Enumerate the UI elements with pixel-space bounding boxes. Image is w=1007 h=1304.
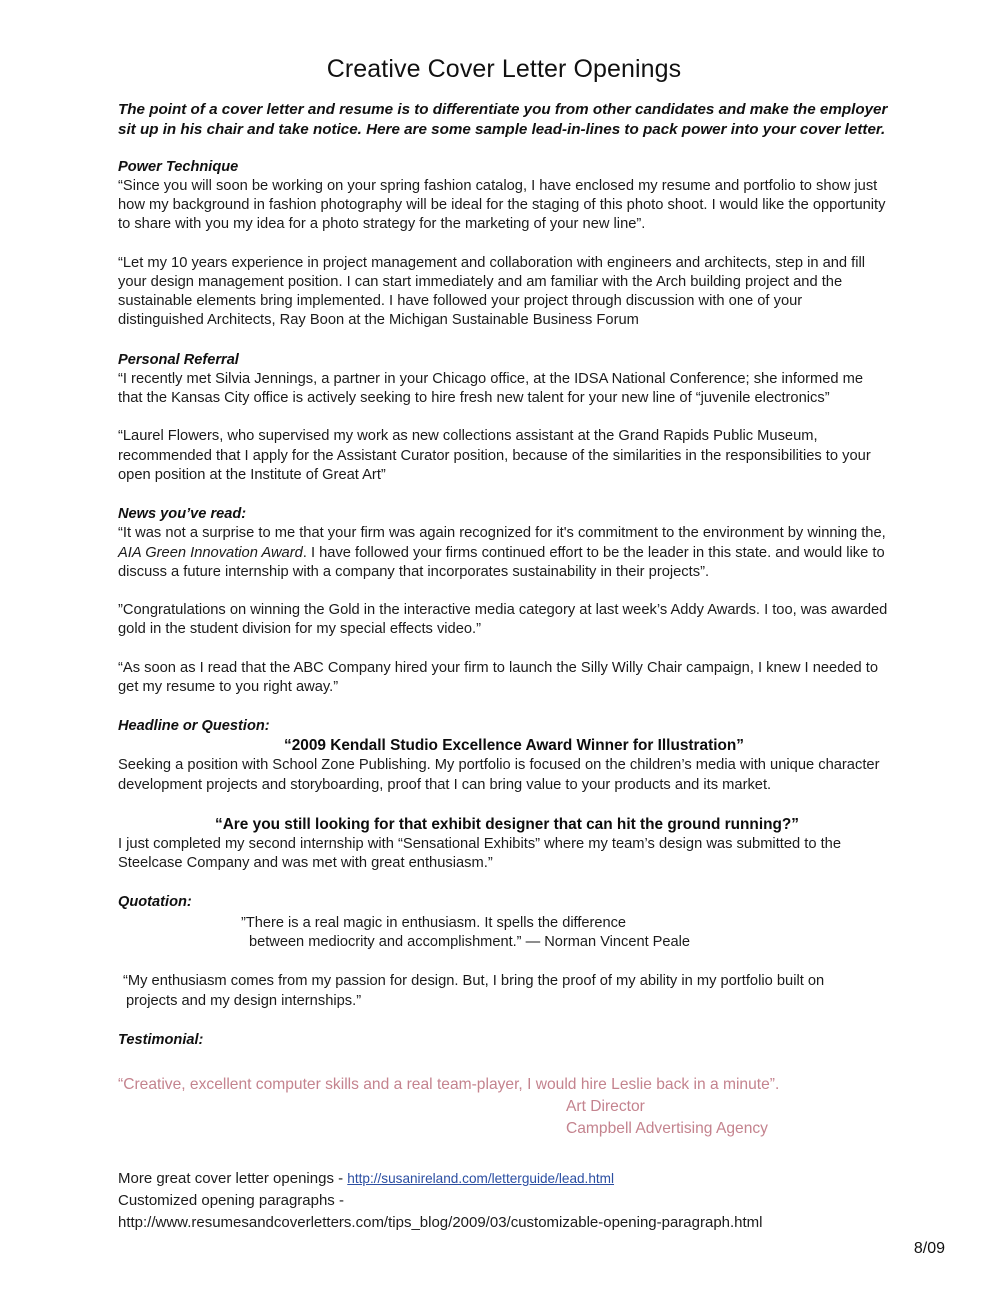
- quotation-enthusiasm-line-2: projects and my design internships.”: [126, 992, 362, 1009]
- headline-2-body: I just completed my second internship with “Sensational Exhibits” where my team’s design was submitted to the Steelcase Company and was met with great enthusiasm.”: [118, 835, 842, 872]
- news-paragraph-2: ”Congratulations on winning the Gold in the interactive media category at last week’s Addy Awards. I too, was awarded gold in the student division for my special effects video.”: [118, 602, 888, 638]
- resource-links: [118, 1168, 890, 1233]
- section-heading-testimonial: Testimonial:: [118, 1032, 204, 1049]
- susanireland-link[interactable]: http://susanireland.com/letterguide/lead.html: [347, 1171, 615, 1187]
- power-technique-paragraph-2: “Let my 10 years experience in project management and collaboration with engineers and architects, step in and fill your design management position. I can start immediately and am familiar with the Arch building project and the sustainable elements bring implemented. I have followed your project through discussion with one of your distinguished Architects, Ray Boon at the Michigan Sustainable Business Forum: [118, 254, 866, 329]
- section-personal-referral: [118, 351, 890, 485]
- resource-link-2-label: Customized opening paragraphs -: [118, 1191, 344, 1209]
- section-headline-or-question: [118, 717, 890, 873]
- section-testimonial: [118, 1031, 890, 1140]
- document-content: [118, 0, 890, 1233]
- headline-award-winner: “2009 Kendall Studio Excellence Award Winner for Illustration”: [284, 737, 744, 755]
- intro-paragraph: The point of a cover letter and resume is to differentiate you from other candidates and make the employer sit up in his chair and take notice. Here are some sample lead-in-lines to pack power into your cover letter.: [118, 100, 888, 138]
- section-power-technique: [118, 158, 890, 331]
- page-footer-date: 8/09: [913, 1240, 945, 1257]
- news-paragraph-1-text-b: . I have followed your firms continued effort to be the leader in this state. and would like to discuss a future internship with a company that incorporates sustainability in their projects”.: [118, 544, 885, 580]
- headline-1-body: Seeking a position with School Zone Publishing. My portfolio is focused on the children’s media with unique character development projects and storyboarding, proof that I can bring value to your products and its market.: [118, 757, 880, 793]
- section-heading-personal-referral: Personal Referral: [118, 351, 239, 368]
- section-heading-power-technique: Power Technique: [118, 158, 239, 175]
- quotation-enthusiasm-line-1: “My enthusiasm comes from my passion for design. But, I bring the proof of my ability in my portfolio built on: [123, 973, 825, 990]
- testimonial-block: [118, 1074, 890, 1140]
- news-paragraph-1-text-a: “It was not a surprise to me that your firm was again recognized for it's commitment to the environment by winning the,: [118, 525, 886, 542]
- personal-referral-paragraph-1: “I recently met Silvia Jennings, a partner in your Chicago office, at the IDSA National Conference; she informed me that the Kansas City office is actively seeking to hire fresh new talent for your new line of “juvenile electronics”: [118, 370, 864, 407]
- testimonial-quote: “Creative, excellent computer skills and a real team-player, I would hire Leslie back in a minute”.: [118, 1075, 780, 1093]
- news-paragraph-1: [118, 524, 890, 582]
- quotation-peale: [118, 914, 890, 953]
- headline-exhibit-designer-question: “Are you still looking for that exhibit designer that can hit the ground running?”: [215, 815, 799, 833]
- quotation-enthusiasm: [118, 972, 890, 1011]
- section-heading-news-youve-read: News you’ve read:: [118, 506, 247, 523]
- personal-referral-paragraph-2: “Laurel Flowers, who supervised my work as new collections assistant at the Grand Rapids Public Museum, recommended that I apply for the Assistant Curator position, because of the similarities in the responsibilities to your open position at the Institute of Great Art”: [118, 428, 871, 483]
- resource-link-line-1: [118, 1168, 890, 1190]
- news-paragraph-1-award-title: AIA Green Innovation Award: [118, 544, 303, 561]
- quotation-peale-line-2: between mediocrity and accomplishment.” — Norman Vincent Peale: [249, 933, 690, 950]
- quotation-peale-line-1: ”There is a real magic in enthusiasm. It spells the difference: [241, 914, 627, 931]
- resumesandcoverletters-url: http://www.resumesandcoverletters.com/tips_blog/2009/03/customizable-opening-paragraph.html: [118, 1213, 763, 1231]
- section-news-youve-read: [118, 505, 890, 697]
- news-paragraph-3: “As soon as I read that the ABC Company hired your firm to launch the Silly Willy Chair campaign, I knew I needed to get my resume to you right away.”: [118, 659, 879, 695]
- section-quotation: [118, 893, 890, 1011]
- resource-link-1-label: More great cover letter openings -: [118, 1170, 348, 1188]
- testimonial-signature-title: Art Director: [566, 1097, 645, 1115]
- section-heading-headline-or-question: Headline or Question:: [118, 718, 270, 735]
- page-title: Creative Cover Letter Openings: [326, 55, 682, 83]
- section-heading-quotation: Quotation:: [118, 894, 192, 911]
- testimonial-signature-company: Campbell Advertising Agency: [566, 1120, 768, 1137]
- power-technique-paragraph-1: “Since you will soon be working on your spring fashion catalog, I have enclosed my resume and portfolio to show just how my background in fashion photography will be ideal for the staging of this photo shoot. I would like the opportunity to share with you my idea for a photo strategy for the marketing of your new line”.: [118, 177, 886, 233]
